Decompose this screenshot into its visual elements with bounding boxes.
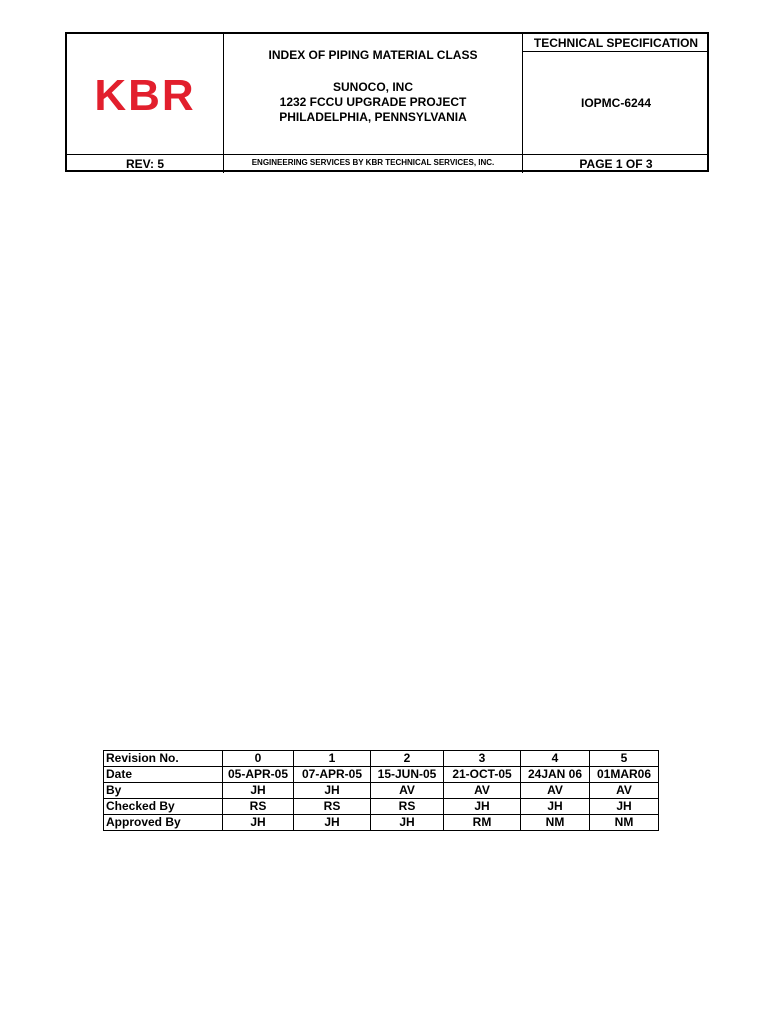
kbr-logo: [74, 74, 216, 114]
table-row: [104, 815, 659, 831]
table-cell: 4: [521, 751, 590, 767]
row-label: By: [104, 783, 223, 799]
table-cell: 07-APR-05: [294, 767, 371, 783]
table-row: [104, 799, 659, 815]
table-cell: 24JAN 06: [521, 767, 590, 783]
table-cell: NM: [521, 815, 590, 831]
table-row: [104, 767, 659, 783]
table-cell: JH: [294, 783, 371, 799]
project-location: PHILADELPHIA, PENNSYLVANIA: [279, 110, 467, 124]
table-cell: JH: [223, 783, 294, 799]
table-cell: AV: [521, 783, 590, 799]
table-cell: 3: [444, 751, 521, 767]
table-cell: AV: [371, 783, 444, 799]
revision-table: [103, 750, 659, 831]
row-label: Checked By: [104, 799, 223, 815]
table-row: [104, 751, 659, 767]
table-cell: JH: [521, 799, 590, 815]
table-cell: JH: [590, 799, 659, 815]
table-cell: 21-OCT-05: [444, 767, 521, 783]
table-cell: AV: [444, 783, 521, 799]
document-title: INDEX OF PIPING MATERIAL CLASS: [268, 48, 478, 62]
table-cell: RS: [294, 799, 371, 815]
table-cell: NM: [590, 815, 659, 831]
spec-label: TECHNICAL SPECIFICATION: [523, 34, 709, 52]
table-cell: 5: [590, 751, 659, 767]
table-cell: 15-JUN-05: [371, 767, 444, 783]
row-label: Date: [104, 767, 223, 783]
table-cell: JH: [371, 815, 444, 831]
table-cell: 01MAR06: [590, 767, 659, 783]
table-cell: RS: [223, 799, 294, 815]
table-cell: JH: [223, 815, 294, 831]
logo-text: KBR: [94, 74, 196, 114]
client-name: SUNOCO, INC: [332, 80, 413, 94]
table-row: [104, 783, 659, 799]
table-cell: RS: [371, 799, 444, 815]
table-cell: JH: [444, 799, 521, 815]
revision-indicator: REV: 5: [67, 155, 224, 173]
document-header: [65, 32, 709, 172]
table-cell: 05-APR-05: [223, 767, 294, 783]
project-name: 1232 FCCU UPGRADE PROJECT: [279, 95, 467, 109]
table-cell: AV: [590, 783, 659, 799]
title-block: [224, 34, 523, 154]
spec-number: IOPMC-6244: [580, 96, 652, 110]
row-label: Revision No.: [104, 751, 223, 767]
engineering-credit: ENGINEERING SERVICES BY KBR TECHNICAL SERVICES, INC.: [224, 155, 523, 173]
table-cell: 2: [371, 751, 444, 767]
page-indicator: PAGE 1 OF 3: [579, 157, 653, 171]
row-label: Approved By: [104, 815, 223, 831]
table-cell: RM: [444, 815, 521, 831]
table-cell: 0: [223, 751, 294, 767]
logo-cell: [67, 34, 224, 154]
table-cell: 1: [294, 751, 371, 767]
header-footer-row: [67, 154, 707, 172]
table-cell: JH: [294, 815, 371, 831]
